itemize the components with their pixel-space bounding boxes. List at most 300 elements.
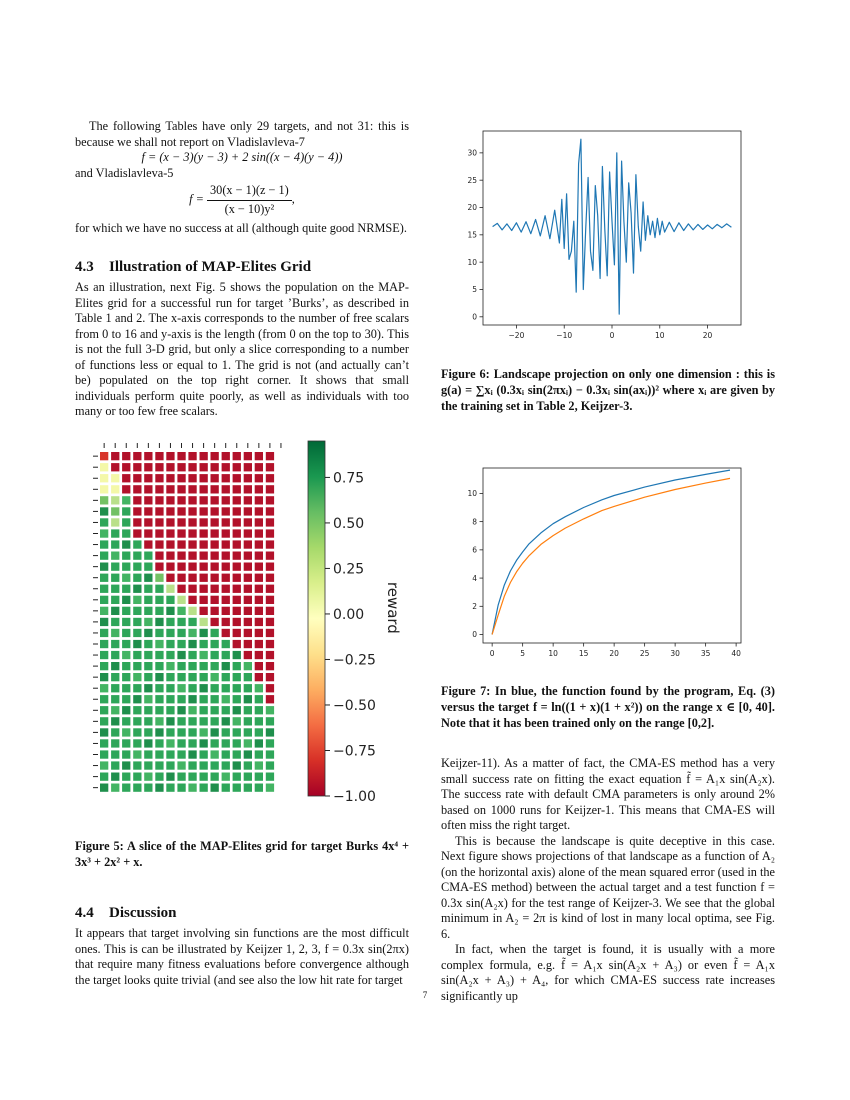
grid-cell (100, 773, 108, 781)
grid-cell (122, 706, 130, 714)
grid-cell (177, 618, 185, 626)
grid-cell (200, 662, 208, 670)
grid-cell (244, 618, 252, 626)
grid-cell (200, 739, 208, 747)
grid-cell (177, 651, 185, 659)
grid-cell (177, 784, 185, 792)
grid-cell (100, 761, 108, 769)
y-tick-label: 2 (472, 602, 477, 612)
grid-cell (244, 629, 252, 637)
grid-cell (188, 662, 196, 670)
grid-cell (100, 784, 108, 792)
grid-cell (166, 629, 174, 637)
grid-cell (200, 563, 208, 571)
grid-cell (111, 596, 119, 604)
x-tick-label: 5 (520, 649, 526, 658)
intro-paragraph-3: for which we have no success at all (although quite good NRMSE). (75, 221, 407, 235)
grid-cell (177, 563, 185, 571)
grid-cell (177, 485, 185, 493)
grid-cell (122, 474, 130, 482)
grid-cell (244, 552, 252, 560)
figure-6-caption: Figure 6: Landscape projection on only one dimension : this is g(a) = ∑xᵢ (0.3xᵢ sin(2πxᵢ) − 0.3xᵢ sin(axᵢ))² where xᵢ are given by the training set in Table 2, Keijzer-3. (441, 367, 775, 413)
figure-6-line-chart (440, 125, 750, 345)
grid-cell (122, 739, 130, 747)
grid-cell (133, 474, 141, 482)
grid-cell (244, 463, 252, 471)
grid-cell (122, 496, 130, 504)
grid-cell (122, 662, 130, 670)
grid-cell (188, 728, 196, 736)
grid-cell (133, 596, 141, 604)
grid-cell (222, 629, 230, 637)
grid-cell (133, 618, 141, 626)
grid-cell (122, 728, 130, 736)
grid-cell (200, 728, 208, 736)
grid-cell (211, 485, 219, 493)
grid-cell (155, 695, 163, 703)
grid-cell (166, 607, 174, 615)
grid-cell (144, 574, 152, 582)
grid-cell (211, 773, 219, 781)
grid-cell (233, 684, 241, 692)
grid-cell (266, 761, 274, 769)
grid-cell (133, 485, 141, 493)
equation-2-numerator: 30(x − 1)(z − 1) (207, 183, 292, 201)
grid-cell (122, 773, 130, 781)
grid-cell (188, 563, 196, 571)
grid-cell (100, 728, 108, 736)
figure-7-line-chart (440, 462, 750, 662)
grid-cell (244, 540, 252, 548)
grid-cell (177, 574, 185, 582)
equation-1-text: f = (x − 3)(y − 3) + 2 sin((x − 4)(y − 4)) (141, 150, 343, 164)
grid-cell (188, 640, 196, 648)
grid-cell (100, 596, 108, 604)
grid-cell (222, 784, 230, 792)
grid-cell (188, 773, 196, 781)
x-tick-label: 15 (578, 649, 589, 658)
grid-cell (233, 485, 241, 493)
grid-cell (200, 496, 208, 504)
grid-cell (100, 684, 108, 692)
grid-cell (222, 596, 230, 604)
grid-cell (266, 607, 274, 615)
grid-cell (244, 518, 252, 526)
grid-cell (188, 452, 196, 460)
grid-cell (222, 662, 230, 670)
grid-cell (188, 463, 196, 471)
grid-cell (188, 717, 196, 725)
grid-cell (211, 761, 219, 769)
grid-cell (155, 684, 163, 692)
grid-cell (200, 773, 208, 781)
grid-cell (233, 662, 241, 670)
grid-cell (255, 629, 263, 637)
right-paragraph-2: This is because the landscape is quite deceptive in this case. Next figure shows projections of that landscape as a function of A₂ (on the horizontal axis) alone of the mean squared error (used in the CMA-ES method) between the actual target and a test function f = 0.3x sin(A₂x) for the test range of Keijzer-3. We see that the global minimum in A₂ = 2π is kind of lost in many local optima, see Fig. 6. (441, 833, 775, 941)
grid-cell (177, 750, 185, 758)
grid-cell (255, 695, 263, 703)
grid-cell (155, 629, 163, 637)
grid-cell (166, 552, 174, 560)
grid-cell (155, 618, 163, 626)
equation-vladislavleva-5 (75, 183, 409, 217)
grid-cell (255, 463, 263, 471)
grid-cell (111, 784, 119, 792)
grid-cell (155, 651, 163, 659)
grid-cell (244, 640, 252, 648)
grid-cell (233, 540, 241, 548)
grid-cell (111, 684, 119, 692)
grid-cell (155, 552, 163, 560)
grid-cell (144, 684, 152, 692)
equation-2-tail: , (291, 191, 295, 206)
equation-2-lhs: f = (189, 191, 204, 206)
section-4-4-heading (75, 904, 409, 922)
section-4-4-body: It appears that target involving sin functions are the most difficult ones. This is can be illustrated by Keijzer 1, 2, 3, f = 0.3x sin(2πx) that require many fitness evaluations before convergence although the target looks quite trivial (and see also the low hit rate for target (75, 926, 409, 987)
grid-cell (233, 706, 241, 714)
x-tick-label: 0 (609, 331, 615, 340)
grid-cell (255, 585, 263, 593)
grid-cell (211, 717, 219, 725)
grid-cell (122, 563, 130, 571)
grid-cell (222, 739, 230, 747)
section-4-3-title: Illustration of MAP-Elites Grid (109, 259, 312, 275)
grid-cell (211, 518, 219, 526)
grid-cell (188, 552, 196, 560)
grid-cell (111, 640, 119, 648)
grid-cell (266, 452, 274, 460)
grid-cell (222, 651, 230, 659)
grid-cell (166, 563, 174, 571)
grid-cell (144, 607, 152, 615)
grid-cell (200, 463, 208, 471)
grid-cell (222, 695, 230, 703)
grid-cell (133, 773, 141, 781)
grid-cell (255, 496, 263, 504)
grid-cell (222, 607, 230, 615)
section-4-4-title: Discussion (109, 905, 177, 921)
grid-cell (144, 629, 152, 637)
grid-cell (122, 585, 130, 593)
grid-cell (144, 596, 152, 604)
grid-cell (111, 750, 119, 758)
grid-cell (155, 463, 163, 471)
grid-cell (100, 629, 108, 637)
colorbar-tick-label: 0.00 (333, 606, 365, 623)
grid-cell (266, 618, 274, 626)
right-column-body (441, 756, 775, 1004)
grid-cell (188, 684, 196, 692)
right-paragraph-1: Keijzer-11). As a matter of fact, the CMA-ES method has a very small success rate on fitting the exact equation f̃ = A₁x sin(A₂x). The success rate with default CMA parameters is only around 2% based on 1000 runs for Keijzer-1. This means that CMA-ES will often miss the right target. (441, 756, 775, 832)
grid-cell (233, 784, 241, 792)
grid-cell (144, 507, 152, 515)
grid-cell (266, 552, 274, 560)
grid-cell (122, 673, 130, 681)
grid-cell (177, 529, 185, 537)
grid-cell (100, 507, 108, 515)
grid-cell (244, 585, 252, 593)
grid-cell (144, 717, 152, 725)
x-tick-label: 25 (639, 649, 650, 658)
grid-cell (233, 750, 241, 758)
grid-cell (133, 607, 141, 615)
grid-cell (211, 596, 219, 604)
y-tick-label: 6 (472, 545, 477, 555)
grid-cell (255, 662, 263, 670)
grid-cell (133, 552, 141, 560)
grid-cell (244, 706, 252, 714)
grid-cell (233, 618, 241, 626)
grid-cell (111, 485, 119, 493)
page-number: 7 (422, 990, 428, 1000)
grid-cell (100, 496, 108, 504)
x-tick-label: 20 (609, 649, 619, 658)
grid-cell (188, 651, 196, 659)
grid-cell (155, 507, 163, 515)
grid-cell (133, 585, 141, 593)
grid-cell (255, 651, 263, 659)
grid-cell (122, 717, 130, 725)
grid-cell (144, 563, 152, 571)
grid-cell (133, 640, 141, 648)
grid-cell (133, 563, 141, 571)
grid-cell (144, 761, 152, 769)
grid-cell (222, 640, 230, 648)
grid-cell (166, 706, 174, 714)
grid-cell (100, 695, 108, 703)
grid-cell (111, 607, 119, 615)
grid-cell (133, 739, 141, 747)
grid-cell (144, 485, 152, 493)
grid-cell (144, 739, 152, 747)
grid-cell (255, 507, 263, 515)
series-line (493, 139, 732, 314)
grid-cell (133, 574, 141, 582)
grid-cell (177, 552, 185, 560)
grid-cell (111, 728, 119, 736)
y-tick-label: 10 (467, 489, 477, 499)
grid-cell (155, 607, 163, 615)
grid-cell (177, 684, 185, 692)
grid-cell (222, 552, 230, 560)
grid-cell (100, 651, 108, 659)
grid-cell (200, 640, 208, 648)
grid-cell (144, 585, 152, 593)
grid-cell (144, 728, 152, 736)
grid-cell (211, 585, 219, 593)
grid-cell (122, 529, 130, 537)
grid-cell (200, 673, 208, 681)
grid-cell (111, 474, 119, 482)
grid-cell (177, 463, 185, 471)
grid-cell (122, 574, 130, 582)
grid-cell (255, 529, 263, 537)
grid-cell (155, 773, 163, 781)
grid-cell (111, 463, 119, 471)
grid-cell (177, 761, 185, 769)
grid-cell (233, 452, 241, 460)
grid-cell (244, 684, 252, 692)
grid-cell (100, 529, 108, 537)
y-tick-label: 20 (467, 203, 477, 213)
grid-cell (244, 596, 252, 604)
colorbar-tick-label: −1.00 (333, 789, 376, 804)
grid-cell (233, 640, 241, 648)
grid-cell (233, 761, 241, 769)
grid-cell (255, 673, 263, 681)
grid-cell (233, 651, 241, 659)
grid-cell (244, 574, 252, 582)
grid-cell (144, 618, 152, 626)
colorbar-label: reward (384, 581, 402, 634)
grid-cell (211, 496, 219, 504)
grid-cell (266, 529, 274, 537)
y-tick-label: 25 (467, 175, 477, 185)
grid-cell (244, 529, 252, 537)
grid-cell (100, 574, 108, 582)
grid-cell (144, 529, 152, 537)
grid-cell (244, 761, 252, 769)
grid-cell (188, 485, 196, 493)
grid-cell (188, 673, 196, 681)
grid-cell (266, 540, 274, 548)
grid-cell (211, 651, 219, 659)
grid-cell (177, 518, 185, 526)
grid-cell (255, 706, 263, 714)
grid-cell (100, 463, 108, 471)
grid-cell (188, 574, 196, 582)
grid-cell (244, 496, 252, 504)
grid-cell (244, 607, 252, 615)
grid-cell (233, 607, 241, 615)
grid-cell (100, 618, 108, 626)
grid-cell (188, 761, 196, 769)
x-tick-label: 35 (700, 649, 711, 658)
grid-cell (166, 773, 174, 781)
grid-cell (122, 651, 130, 659)
grid-cell (233, 474, 241, 482)
grid-cell (166, 684, 174, 692)
grid-cell (244, 773, 252, 781)
grid-cell (111, 518, 119, 526)
x-tick-label: 40 (731, 649, 741, 658)
grid-cell (122, 607, 130, 615)
grid-cell (111, 563, 119, 571)
grid-cell (211, 728, 219, 736)
grid-cell (166, 585, 174, 593)
grid-cell (266, 784, 274, 792)
grid-cell (166, 574, 174, 582)
plot-frame (483, 468, 741, 643)
grid-cell (222, 540, 230, 548)
grid-cell (200, 684, 208, 692)
y-tick-label: 4 (472, 573, 477, 583)
grid-cell (144, 695, 152, 703)
grid-cell (266, 596, 274, 604)
grid-cell (166, 507, 174, 515)
grid-cell (177, 728, 185, 736)
grid-cell (111, 717, 119, 725)
grid-cell (100, 706, 108, 714)
grid-cell (188, 695, 196, 703)
grid-cell (233, 717, 241, 725)
grid-cell (100, 540, 108, 548)
grid-cell (211, 474, 219, 482)
x-tick-label: 30 (670, 649, 680, 658)
grid-cell (188, 518, 196, 526)
grid-cell (177, 695, 185, 703)
grid-cell (144, 518, 152, 526)
grid-cell (222, 750, 230, 758)
grid-cell (144, 784, 152, 792)
grid-cell (255, 485, 263, 493)
section-4-4 (75, 904, 409, 988)
grid-cell (100, 452, 108, 460)
y-tick-label: 15 (467, 230, 477, 240)
grid-cell (155, 452, 163, 460)
grid-cell (200, 618, 208, 626)
grid-cell (188, 784, 196, 792)
grid-cell (222, 518, 230, 526)
grid-cell (222, 574, 230, 582)
grid-cell (244, 662, 252, 670)
grid-cell (266, 706, 274, 714)
grid-cell (266, 695, 274, 703)
grid-cell (122, 485, 130, 493)
grid-cell (266, 463, 274, 471)
grid-cell (100, 640, 108, 648)
grid-cell (222, 585, 230, 593)
grid-cell (166, 496, 174, 504)
grid-cell (211, 629, 219, 637)
figure-5-heatmap (88, 432, 408, 804)
grid-cell (133, 784, 141, 792)
grid-cell (155, 485, 163, 493)
grid-cell (200, 695, 208, 703)
equation-2-denominator: (x − 10)y² (224, 201, 275, 216)
grid-cell (188, 739, 196, 747)
grid-cell (244, 728, 252, 736)
grid-cell (244, 784, 252, 792)
grid-cell (111, 739, 119, 747)
grid-cell (266, 673, 274, 681)
grid-cell (266, 518, 274, 526)
grid-cell (211, 540, 219, 548)
grid-cell (255, 761, 263, 769)
grid-cell (155, 529, 163, 537)
grid-cell (255, 618, 263, 626)
grid-cell (188, 496, 196, 504)
grid-cell (155, 496, 163, 504)
colorbar-tick-label: 0.25 (333, 561, 365, 578)
grid-cell (111, 761, 119, 769)
grid-cell (222, 463, 230, 471)
grid-cell (244, 485, 252, 493)
grid-cell (166, 474, 174, 482)
x-tick-label: 10 (548, 649, 558, 658)
grid-cell (133, 452, 141, 460)
x-tick-label: 20 (702, 331, 713, 340)
grid-cell (155, 761, 163, 769)
grid-cell (100, 563, 108, 571)
grid-cell (100, 474, 108, 482)
grid-cell (255, 574, 263, 582)
grid-cell (255, 717, 263, 725)
grid-cell (177, 596, 185, 604)
grid-cell (155, 640, 163, 648)
grid-cell (177, 496, 185, 504)
grid-cell (133, 496, 141, 504)
